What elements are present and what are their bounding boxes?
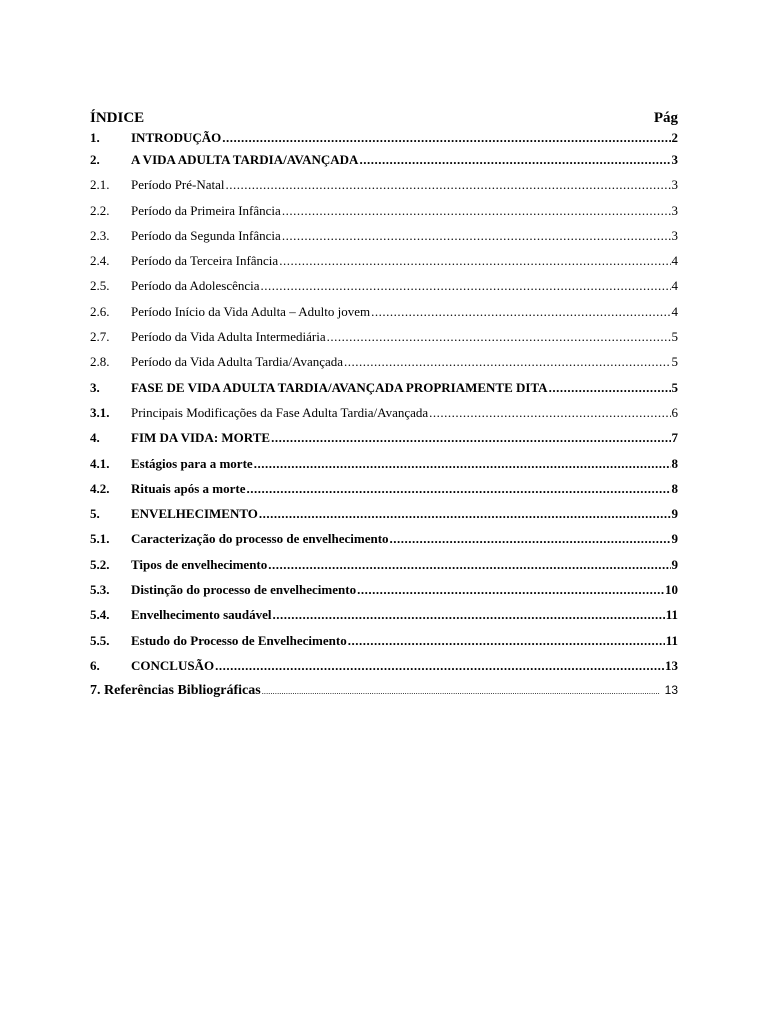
toc-entry[interactable]	[90, 653, 678, 678]
toc-entry-page: 9	[671, 556, 678, 572]
toc-entry-page: 11	[665, 607, 678, 623]
toc-entry[interactable]	[90, 147, 678, 172]
toc-entry-number: 2.6.	[90, 303, 110, 319]
toc-dot-leader	[282, 223, 671, 248]
toc-entry[interactable]	[90, 628, 678, 653]
toc-dot-leader	[222, 128, 670, 147]
toc-dot-leader	[226, 172, 671, 197]
toc-dot-leader	[357, 577, 664, 602]
toc-entry-title: Período da Vida Adulta Intermediária	[131, 329, 326, 345]
toc-entry-number: 5.3.	[90, 582, 110, 598]
toc-entry-number: 6.	[90, 657, 100, 673]
toc-entry-title: Principais Modificações da Fase Adulta Tardia/Avançada	[131, 404, 429, 420]
toc-entry[interactable]	[90, 476, 678, 501]
toc-entry-number: 2.2.	[90, 202, 110, 218]
toc-entry-title: Caracterização do processo de envelhecimento	[131, 531, 389, 547]
toc-entry-title: Tipos de envelhecimento	[131, 556, 268, 572]
toc-entries	[90, 128, 678, 678]
toc-entry[interactable]	[90, 552, 678, 577]
toc-entry-page: 13	[664, 683, 678, 698]
toc-entry-number: 5.	[90, 506, 100, 522]
toc-entry-page: 5	[671, 354, 678, 370]
toc-dot-leader	[268, 552, 670, 577]
toc-dot-leader	[344, 349, 670, 374]
toc-dot-leader	[261, 273, 671, 298]
toc-entry-number: 2.8.	[90, 354, 110, 370]
toc-entry-number: 5.5.	[90, 632, 110, 648]
toc-header	[90, 108, 678, 128]
toc-entry-page: 3	[671, 152, 678, 167]
toc-entry[interactable]	[90, 501, 678, 526]
toc-entry[interactable]	[90, 451, 678, 476]
toc-entry-title: Período Pré-Natal	[131, 177, 225, 193]
toc-entry[interactable]	[90, 324, 678, 349]
toc-entry-title: CONCLUSÃO	[131, 657, 215, 673]
toc-entry-title: Período da Adolescência	[131, 278, 260, 294]
toc-entry-title: ENVELHECIMENTO	[131, 506, 258, 522]
toc-entry[interactable]	[90, 400, 678, 425]
toc-page-heading: Pág	[653, 110, 678, 126]
toc-dot-leader	[215, 653, 664, 678]
toc-entry-page: 7	[671, 430, 678, 446]
toc-entry-title: Envelhecimento saudável	[131, 607, 272, 623]
toc-entry-number: 2.5.	[90, 278, 110, 294]
toc-entry-title: FASE DE VIDA ADULTA TARDIA/AVANÇADA PROPRIAMENTE DITA	[131, 379, 548, 395]
toc-entry[interactable]	[90, 602, 678, 627]
toc-heading: ÍNDICE	[90, 110, 145, 126]
toc-entry-number: 2.4.	[90, 253, 110, 269]
toc-entry-page: 4	[671, 253, 678, 269]
toc-entry-number: 1.	[90, 130, 100, 145]
toc-entry[interactable]	[90, 198, 678, 223]
toc-entry-title: INTRODUÇÃO	[131, 130, 222, 145]
toc-entry-page: 4	[671, 303, 678, 319]
toc-dot-leader	[429, 400, 670, 425]
toc-entry-page: 11	[665, 632, 678, 648]
toc-entry-number: 5.4.	[90, 607, 110, 623]
toc-entry-number: 4.1.	[90, 455, 110, 471]
table-of-contents	[90, 108, 678, 704]
toc-entry-page: 5	[671, 379, 678, 395]
toc-dot-leader	[359, 147, 670, 172]
toc-entry-page: 8	[671, 480, 678, 496]
toc-entry-references[interactable]	[90, 678, 678, 703]
toc-dot-leader	[246, 476, 670, 501]
toc-dot-leader	[549, 375, 671, 400]
toc-entry[interactable]	[90, 128, 678, 147]
toc-entry-title: Período da Primeira Infância	[131, 202, 281, 218]
toc-entry-page: 5	[671, 329, 678, 345]
toc-entry-title: FIM DA VIDA: MORTE	[131, 430, 271, 446]
toc-dot-leader	[279, 248, 670, 273]
toc-entry[interactable]	[90, 349, 678, 374]
toc-entry-page: 13	[665, 657, 678, 673]
toc-entry-number: 5.1.	[90, 531, 110, 547]
toc-dot-leader	[371, 299, 670, 324]
toc-entry-title: Distinção do processo de envelhecimento	[131, 582, 357, 598]
toc-entry-title: Estágios para a morte	[131, 455, 253, 471]
toc-entry[interactable]	[90, 223, 678, 248]
toc-entry-title: 7. Referências Bibliográficas	[90, 683, 261, 699]
toc-entry[interactable]	[90, 299, 678, 324]
toc-entry[interactable]	[90, 526, 678, 551]
toc-entry-title: Período Início da Vida Adulta – Adulto jovem	[131, 303, 371, 319]
toc-entry-number: 3.1.	[90, 404, 110, 420]
toc-entry-title: Período da Segunda Infância	[131, 227, 281, 243]
toc-entry-page: 3	[671, 177, 678, 193]
toc-dot-leader	[254, 451, 671, 476]
toc-entry-title: A VIDA ADULTA TARDIA/AVANÇADA	[131, 152, 359, 167]
toc-entry-title: Período da Terceira Infância	[131, 253, 279, 269]
toc-entry-number: 2.1.	[90, 177, 110, 193]
toc-entry-page: 3	[671, 227, 678, 243]
toc-entry-title: Estudo do Processo de Envelhecimento	[131, 632, 347, 648]
toc-dot-leader	[348, 628, 665, 653]
toc-entry-page: 2	[671, 130, 678, 145]
toc-entry[interactable]	[90, 172, 678, 197]
toc-dot-leader	[262, 679, 660, 704]
toc-entry-page: 8	[671, 455, 678, 471]
toc-entry-number: 2.3.	[90, 227, 110, 243]
toc-entry[interactable]	[90, 425, 678, 450]
toc-dot-leader	[390, 526, 671, 551]
toc-dot-leader	[271, 425, 670, 450]
toc-entry-number: 2.	[90, 152, 100, 167]
toc-dot-leader	[272, 602, 664, 627]
toc-entry-number: 5.2.	[90, 556, 110, 572]
toc-entry-number: 4.2.	[90, 480, 110, 496]
toc-entry-page: 4	[671, 278, 678, 294]
toc-entry-title: Período da Vida Adulta Tardia/Avançada	[131, 354, 344, 370]
toc-dot-leader	[259, 501, 671, 526]
toc-entry[interactable]	[90, 375, 678, 400]
toc-entry-page: 3	[671, 202, 678, 218]
toc-entry-page: 10	[665, 582, 678, 598]
toc-dot-leader	[282, 198, 671, 223]
toc-entry[interactable]	[90, 273, 678, 298]
toc-entry-page: 6	[671, 404, 678, 420]
toc-dot-leader	[327, 324, 671, 349]
toc-entry-number: 4.	[90, 430, 100, 446]
toc-entry-number: 2.7.	[90, 329, 110, 345]
toc-entry[interactable]	[90, 248, 678, 273]
toc-entry[interactable]	[90, 577, 678, 602]
toc-entry-title: Rituais após a morte	[131, 480, 246, 496]
toc-entry-page: 9	[671, 531, 678, 547]
toc-entry-number: 3.	[90, 379, 100, 395]
toc-entry-page: 9	[671, 506, 678, 522]
